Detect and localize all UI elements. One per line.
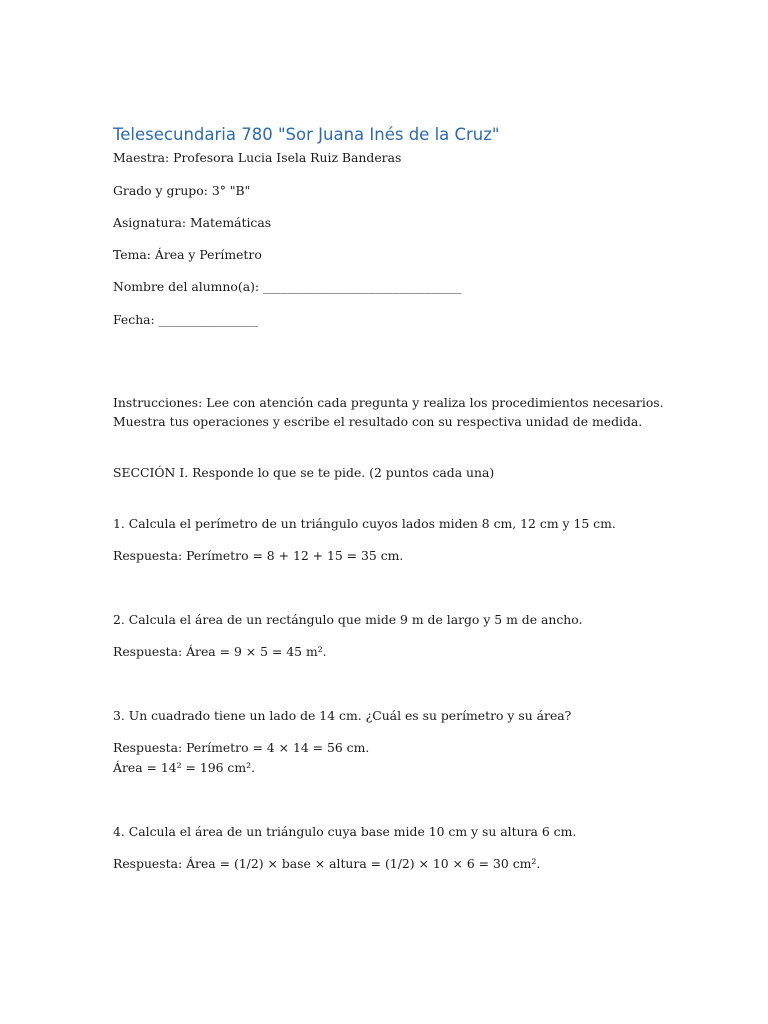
question-3: 3. Un cuadrado tiene un lado de 14 cm. ¿Cuál es su perímetro y su área? xyxy=(113,708,572,723)
student-name-field[interactable]: ________________________________ xyxy=(263,279,462,294)
instructions-line-2: Muestra tus operaciones y escribe el resultado con su respectiva unidad de medida. xyxy=(113,414,643,429)
question-1: 1. Calcula el perímetro de un triángulo cuyos lados miden 8 cm, 12 cm y 15 cm. xyxy=(113,516,616,531)
answer-3-line-2: Área = 14² = 196 cm². xyxy=(113,760,256,775)
question-4: 4. Calcula el área de un triángulo cuya base mide 10 cm y su altura 6 cm. xyxy=(113,824,577,839)
answer-1: Respuesta: Perímetro = 8 + 12 + 15 = 35 cm. xyxy=(113,548,404,563)
answer-2: Respuesta: Área = 9 × 5 = 45 m². xyxy=(113,644,327,659)
instructions-line-1: Instrucciones: Lee con atención cada pregunta y realiza los procedimientos necesarios. xyxy=(113,395,664,410)
date-line xyxy=(113,310,258,329)
student-name-label: Nombre del alumno(a): xyxy=(113,279,260,294)
subject-line: Asignatura: Matemáticas xyxy=(113,215,272,230)
topic-line: Tema: Área y Perímetro xyxy=(113,247,262,262)
student-name-line xyxy=(113,277,461,296)
teacher-line: Maestra: Profesora Lucia Isela Ruiz Banderas xyxy=(113,150,402,165)
answer-3-line-1: Respuesta: Perímetro = 4 × 14 = 56 cm. xyxy=(113,740,370,755)
school-title: Telesecundaria 780 "Sor Juana Inés de la Cruz" xyxy=(113,125,500,144)
section-heading: SECCIÓN I. Responde lo que se te pide. (2 puntos cada una) xyxy=(113,465,495,480)
date-label: Fecha: xyxy=(113,312,155,327)
date-field[interactable]: ________________ xyxy=(158,312,258,327)
grade-group-line: Grado y grupo: 3° "B" xyxy=(113,183,251,198)
answer-4: Respuesta: Área = (1/2) × base × altura = (1/2) × 10 × 6 = 30 cm². xyxy=(113,856,541,871)
question-2: 2. Calcula el área de un rectángulo que mide 9 m de largo y 5 m de ancho. xyxy=(113,612,583,627)
